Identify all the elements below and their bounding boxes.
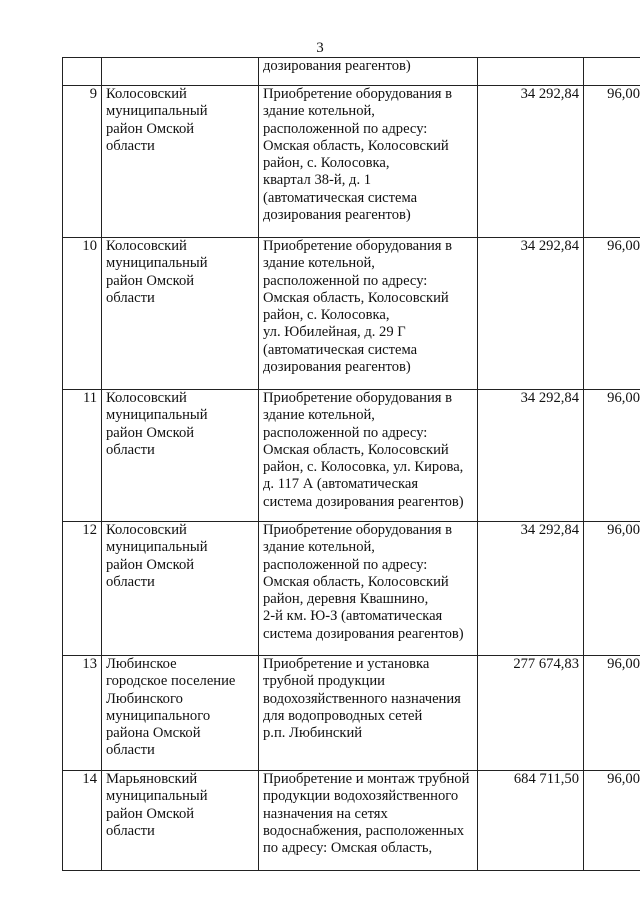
cell-line: д. 117 А (автоматическая xyxy=(263,476,419,493)
cell-line: район, с. Колосовка, xyxy=(263,155,390,172)
row-number: 11 xyxy=(63,390,102,522)
percent-cell: 96,00 xyxy=(584,86,640,238)
cell-line: области xyxy=(106,573,155,590)
cell-line: района Омской xyxy=(106,725,201,742)
cell-line: муниципальный xyxy=(106,407,208,424)
cell-line: расположенной по адресу: xyxy=(263,424,428,441)
amount-cell: 34 292,84 xyxy=(478,238,584,390)
cell-line: район, с. Колосовка, ул. Кирова, xyxy=(263,459,464,476)
municipality-cell xyxy=(102,238,259,390)
cell-line: квартал 38-й, д. 1 xyxy=(263,172,372,189)
cell-line: расположенной по адресу: xyxy=(263,120,428,137)
cell-line: Колосовский xyxy=(106,238,187,254)
cell-line: для водопроводных сетей xyxy=(263,707,423,724)
cell-line: расположенной по адресу: xyxy=(263,272,428,289)
municipality-cell xyxy=(102,390,259,522)
municipality-cell xyxy=(102,522,259,656)
cell-line: муниципального xyxy=(106,707,211,724)
table-row xyxy=(63,86,640,238)
amount-cell: 34 292,84 xyxy=(478,390,584,522)
row-number: 12 xyxy=(63,522,102,656)
municipality-cell xyxy=(102,86,259,238)
municipality-cell xyxy=(102,58,259,86)
cell-line: муниципальный xyxy=(106,255,208,272)
table-row xyxy=(63,656,640,771)
cell-line: Марьяновский xyxy=(106,771,198,787)
description-cell xyxy=(259,390,478,522)
amount-cell: 34 292,84 xyxy=(478,522,584,656)
cell-line: (автоматическая система xyxy=(263,341,418,358)
cell-line: район Омской xyxy=(106,805,195,822)
cell-line: Приобретение оборудования в xyxy=(263,390,453,406)
percent-cell xyxy=(584,58,640,86)
table-row xyxy=(63,771,640,871)
cell-line: муниципальный xyxy=(106,539,208,556)
row-number: 10 xyxy=(63,238,102,390)
page-number: 3 xyxy=(316,40,324,56)
cell-line: области xyxy=(106,137,155,154)
cell-line: области xyxy=(106,441,155,458)
percent-cell: 96,00 xyxy=(584,522,640,656)
cell-line: назначения на сетях xyxy=(263,805,388,822)
cell-line: 2-й км. Ю-З (автоматическая xyxy=(263,608,443,625)
cell-line: район Омской xyxy=(106,272,195,289)
cell-line: Омская область, Колосовский xyxy=(263,289,449,306)
cell-line: водохозяйственного назначения xyxy=(263,690,461,707)
cell-line: система дозирования реагентов) xyxy=(263,493,464,510)
description-cell xyxy=(259,238,478,390)
cell-line: Приобретение и монтаж трубной xyxy=(263,771,470,787)
table-row xyxy=(63,522,640,656)
cell-line: муниципальный xyxy=(106,103,208,120)
municipality-cell xyxy=(102,771,259,871)
cell-line: муниципальный xyxy=(106,788,208,805)
cell-line: здание котельной, xyxy=(263,255,375,272)
amount-cell: 684 711,50 xyxy=(478,771,584,871)
cell-line: области xyxy=(106,822,155,839)
table-row xyxy=(63,238,640,390)
cell-line: продукции водохозяйственного xyxy=(263,788,459,805)
cell-line: Колосовский xyxy=(106,86,187,102)
cell-line: Приобретение оборудования в xyxy=(263,522,453,538)
cell-line: Омская область, Колосовский xyxy=(263,573,449,590)
description-cell xyxy=(259,656,478,771)
amount-cell: 277 674,83 xyxy=(478,656,584,771)
row-number xyxy=(63,58,102,86)
subsidy-table xyxy=(62,57,640,871)
cell-line: Колосовский xyxy=(106,522,187,538)
cell-line: области xyxy=(106,289,155,306)
cell-line: области xyxy=(106,742,155,759)
cell-line: расположенной по адресу: xyxy=(263,556,428,573)
cell-line: р.п. Любинский xyxy=(263,725,363,742)
table-row-continuation xyxy=(63,58,640,86)
cell-line: система дозирования реагентов) xyxy=(263,625,464,642)
table-row xyxy=(63,390,640,522)
cell-line: район Омской xyxy=(106,120,195,137)
cell-line: Приобретение и установка xyxy=(263,656,430,672)
amount-cell xyxy=(478,58,584,86)
cell-line: дозирования реагентов) xyxy=(263,58,411,74)
cell-line: (автоматическая система xyxy=(263,189,418,206)
cell-line: здание котельной, xyxy=(263,539,375,556)
cell-line: район, деревня Квашнино, xyxy=(263,591,429,608)
row-number: 9 xyxy=(63,86,102,238)
cell-line: трубной продукции xyxy=(263,673,385,690)
municipality-cell xyxy=(102,656,259,771)
amount-cell: 34 292,84 xyxy=(478,86,584,238)
percent-cell: 96,00 xyxy=(584,238,640,390)
cell-line: район Омской xyxy=(106,556,195,573)
cell-line: здание котельной, xyxy=(263,407,375,424)
cell-line: дозирования реагентов) xyxy=(263,207,411,224)
cell-line: по адресу: Омская область, xyxy=(263,840,433,857)
cell-line: Любинского xyxy=(106,690,183,707)
cell-line: Омская область, Колосовский xyxy=(263,137,449,154)
cell-line: дозирования реагентов) xyxy=(263,359,411,376)
description-cell xyxy=(259,522,478,656)
row-number: 13 xyxy=(63,656,102,771)
cell-line: район Омской xyxy=(106,424,195,441)
row-number: 14 xyxy=(63,771,102,871)
description-cell xyxy=(259,58,478,86)
percent-cell: 96,00 xyxy=(584,390,640,522)
cell-line: городское поселение xyxy=(106,673,236,690)
cell-line: водоснабжения, расположенных xyxy=(263,822,465,839)
cell-line: Любинское xyxy=(106,656,177,672)
cell-line: Приобретение оборудования в xyxy=(263,238,453,254)
cell-line: Приобретение оборудования в xyxy=(263,86,453,102)
cell-line: Колосовский xyxy=(106,390,187,406)
description-cell xyxy=(259,86,478,238)
percent-cell: 96,00 xyxy=(584,656,640,771)
description-cell xyxy=(259,771,478,871)
cell-line: здание котельной, xyxy=(263,103,375,120)
cell-line: район, с. Колосовка, xyxy=(263,307,390,324)
cell-line: Омская область, Колосовский xyxy=(263,441,449,458)
cell-line: ул. Юбилейная, д. 29 Г xyxy=(263,324,406,341)
percent-cell: 96,00 xyxy=(584,771,640,871)
